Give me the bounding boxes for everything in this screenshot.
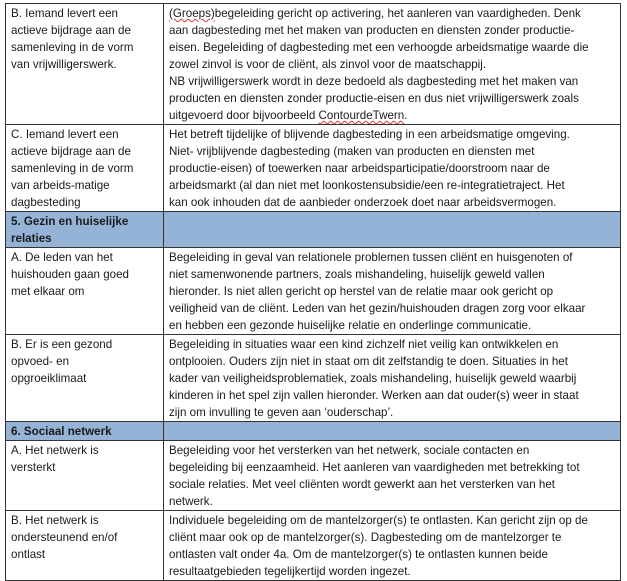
result-label-cell (6, 212, 164, 248)
section-header-row (6, 422, 621, 441)
result-label-cell (6, 335, 164, 422)
text-line: eisen. Begeleiding of dagbesteding met een verhoogde arbeidsmatige waarde die (169, 41, 589, 54)
description-cell (164, 248, 621, 335)
text-line: NB vrijwilligerswerk wordt in deze bedoeld als dagbesteding met het maken van (169, 75, 579, 88)
section-header-row (6, 212, 621, 248)
text-line: Begeleiding voor het versterken van het netwerk, sociale contacten en (169, 444, 530, 457)
text-line: ondersteunend en/of (11, 531, 118, 544)
text-line: veiligheid van de cliënt. Leden van het gezin/huishouden dragen zorg voor elkaar (169, 302, 586, 315)
text-line: kan ook inhouden dat de aanbieder onderzoek doet naar arbeidsvermogen. (169, 196, 557, 209)
description-cell (164, 212, 621, 248)
spellcheck-word: ContourdeTwern (318, 109, 405, 122)
description-cell (164, 4, 621, 125)
text-line: opgroeiklimaat (11, 372, 87, 385)
table-row (6, 248, 621, 335)
text-line: opvoed- en (11, 355, 70, 368)
text-line: van vrijwilligerswerk. (11, 58, 117, 71)
text-line: cliënt maar ook op de mantelzorger(s). Dagbesteding om de mantelzorger te (169, 531, 562, 544)
table-row (6, 511, 621, 581)
text-line: kinderen in het spel zijn vallen hieronder. Werken aan dat ouder(s) weer in staat (169, 389, 579, 402)
text-line: A. De leden van het (11, 251, 113, 264)
description-cell (164, 335, 621, 422)
text-line: 6. Sociaal netwerk (11, 425, 112, 438)
text-line: uitgevoerd door bijvoorbeeld ContourdeTwern. (169, 109, 408, 122)
text-line: zijn om invulling te geven aan ‘ouderschap’. (169, 406, 394, 419)
text-line: ontlast (11, 548, 46, 561)
text-line: B. Iemand levert een (11, 7, 118, 20)
text-line: hieronder. Is niet allen gericht op herstel van de relatie maar ook gericht op (169, 285, 554, 298)
result-label-cell (6, 511, 164, 581)
spellcheck-word: (Groeps) (169, 7, 215, 20)
text-line: samenleving in de vorm (11, 162, 134, 175)
text-line: 5. Gezin en huiselijke (11, 215, 129, 228)
description-cell (164, 511, 621, 581)
result-label-cell (6, 422, 164, 441)
result-label-cell (6, 441, 164, 511)
result-label-cell (6, 125, 164, 212)
text-line: C. Iemand levert een (11, 128, 119, 141)
result-label-cell (6, 248, 164, 335)
text-line: ontlasten valt onder 4a. Om de mantelzorger(s) te ontlasten kunnen beide (169, 548, 548, 561)
table-row (6, 4, 621, 125)
table-row (6, 125, 621, 212)
text-line: arbeidsmarkt (al dan niet met loonkostensubsidie/een re-integratietraject. Het (169, 179, 565, 192)
text-line: actieve bijdrage aan de (11, 24, 131, 37)
text-line: Begeleiding in situaties waar een kind zichzelf niet veilig kan ontwikkelen en (169, 338, 559, 351)
text-line: en hebben een gezonde huiselijke relatie en onderlinge communicatie. (169, 319, 532, 332)
table-row (6, 441, 621, 511)
text-line: relaties (11, 232, 52, 245)
text-line: productie-eisen) of toewerken naar arbeidsparticipatie/doorstroom naar de (169, 162, 550, 175)
text-line: B. Er is een gezond (11, 338, 113, 351)
result-label-cell (6, 4, 164, 125)
text-line: kader van veiligheidsproblematiek, zoals mishandeling, huiselijk geweld waarbij (169, 372, 577, 385)
text-line: actieve bijdrage aan de (11, 145, 131, 158)
text-line: samenleving in de vorm (11, 41, 134, 54)
text-line: A. Het netwerk is (11, 444, 99, 457)
text-line: netwerk. (169, 495, 213, 508)
text-line: versterkt (11, 461, 56, 474)
text-line: Het betreft tijdelijke of blijvende dagbesteding in een arbeidsmatige omgeving. (169, 128, 570, 141)
text-line: producten en diensten zonder productie-eisen en dus niet vrijwilligerswerk zoals (169, 92, 579, 105)
text-line: zowel zinvol is voor de cliënt, als zinvol voor de maatschappij. (169, 58, 487, 71)
results-table (5, 3, 621, 581)
text-line: huishouden gaan goed (11, 268, 129, 281)
table-row (6, 335, 621, 422)
text-line: Begeleiding in geval van relationele problemen tussen cliënt en huisgenoten of (169, 251, 573, 264)
text-line: niet samenwonende partners, zoals mishandeling, huiselijk geweld vallen (169, 268, 545, 281)
text-line: B. Het netwerk is (11, 514, 99, 527)
text-line: begeleiding bij eenzaamheid. Het aanleren van vaardigheden met betrekking tot (169, 461, 580, 474)
text-line: Niet- vrijblijvende dagbesteding (maken van producten en diensten met (169, 145, 535, 158)
text-line: ontplooien. Ouders zijn niet in staat om dit zelfstandig te doen. Situaties in het (169, 355, 568, 368)
description-cell (164, 125, 621, 212)
text-line: Individuele begeleiding om de mantelzorger(s) te ontlasten. Kan gericht zijn op de (169, 514, 588, 527)
description-cell (164, 422, 621, 441)
text-line: resultaatgebieden tegelijkertijd worden ingezet. (169, 565, 411, 578)
text-line: sociale relaties. Met veel cliënten wordt gewerkt aan het versterken van het (169, 478, 556, 491)
text-line: aan dagbesteding met het maken van producten en diensten zonder productie- (169, 24, 575, 37)
description-cell (164, 441, 621, 511)
text-line: dagbesteding (11, 196, 81, 209)
text-line: met elkaar om (11, 285, 85, 298)
text-line: (Groeps)begeleiding gericht op activering, het aanleren van vaardigheden. Denk (169, 7, 581, 20)
text-line: van arbeids-matige (11, 179, 110, 192)
